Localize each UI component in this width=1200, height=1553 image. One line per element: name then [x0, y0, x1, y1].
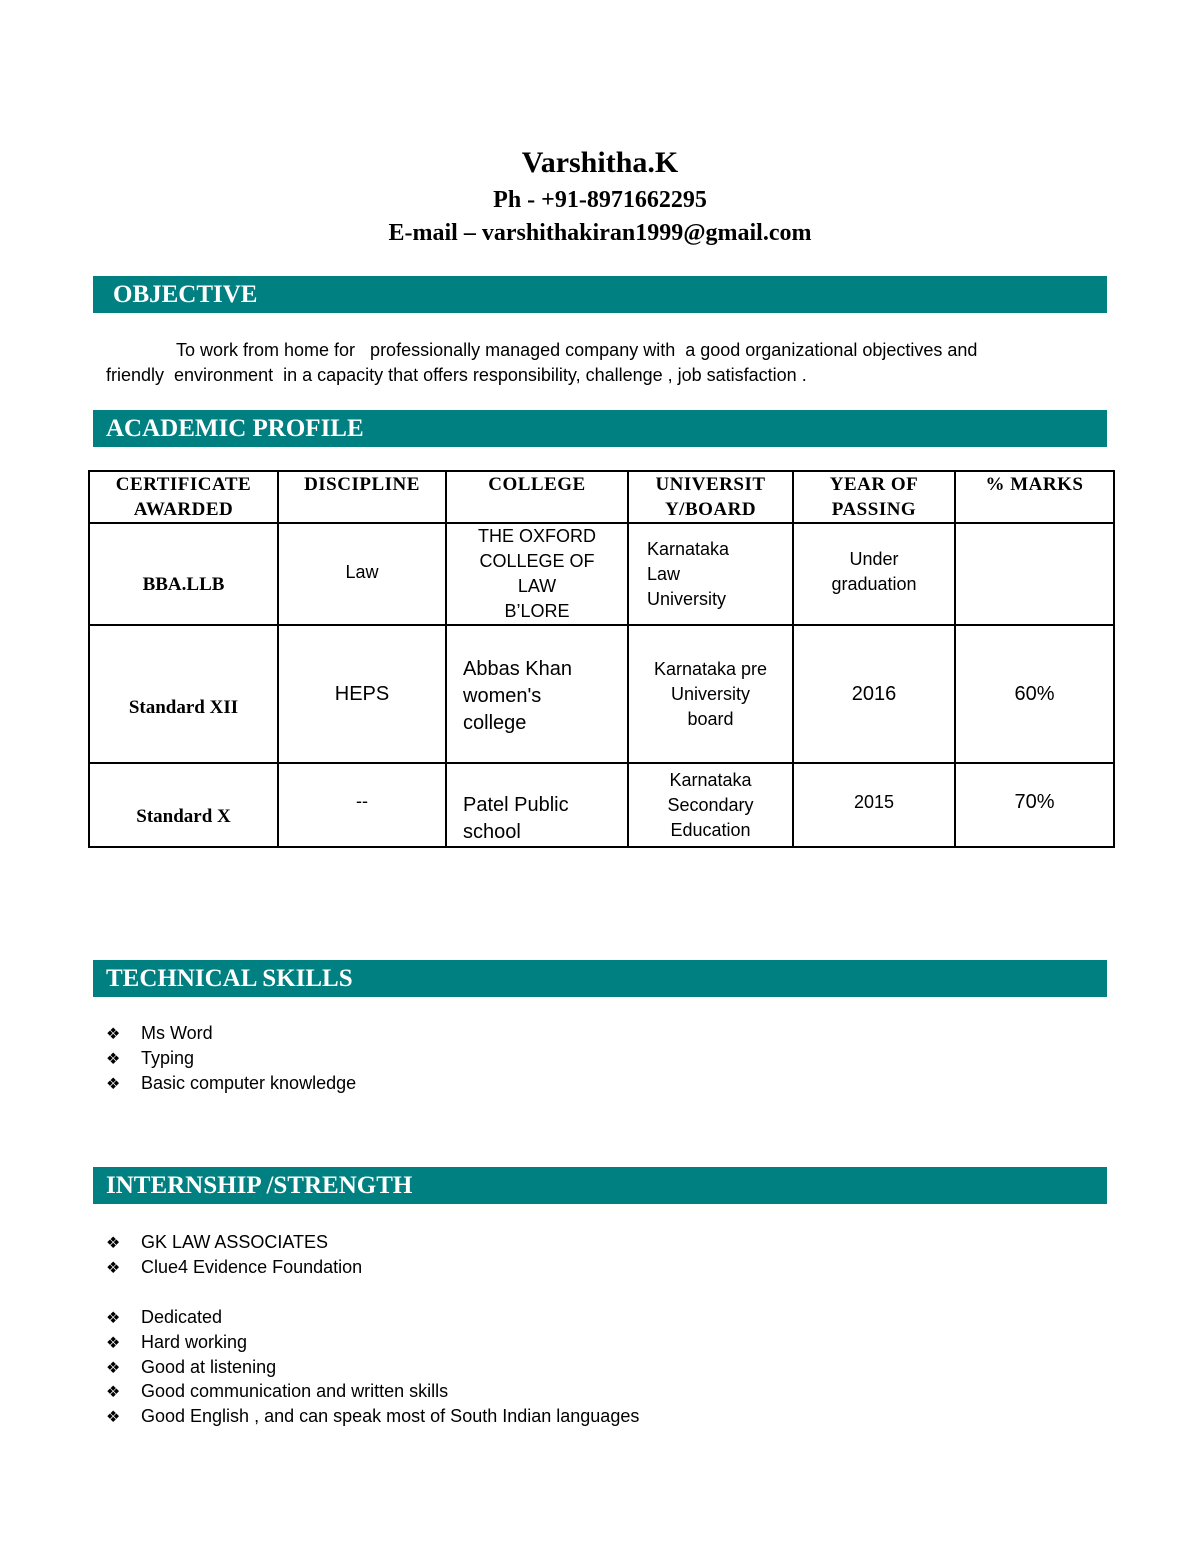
- strength-list: [106, 1305, 639, 1429]
- university-cell: Karnataka pre University board: [628, 625, 793, 763]
- year-cell: 2015: [793, 763, 955, 847]
- diamond-bullet-icon: ❖: [106, 1310, 121, 1327]
- university-cell: Karnataka Law University: [628, 523, 793, 625]
- college-cell: THE OXFORD COLLEGE OF LAW B’LORE: [446, 523, 628, 625]
- technical-skills-heading: TECHNICAL SKILLS: [93, 960, 1107, 997]
- list-item: ❖ GK LAW ASSOCIATES: [106, 1230, 362, 1255]
- list-item: ❖ Dedicated: [106, 1305, 639, 1330]
- header-year-of-passing: YEAR OF PASSING: [793, 471, 955, 523]
- header-percent-marks: % MARKS: [955, 471, 1114, 523]
- college-cell: Patel Public school: [446, 763, 628, 847]
- list-item: ❖ Good English , and can speak most of South Indian languages: [106, 1404, 639, 1429]
- year-cell: Under graduation: [793, 523, 955, 625]
- diamond-bullet-icon: ❖: [106, 1075, 121, 1093]
- diamond-bullet-icon: ❖: [106, 1334, 121, 1352]
- list-item: ❖ Good communication and written skills: [106, 1379, 639, 1404]
- marks-cell: [955, 523, 1114, 625]
- objective-text-line-1: To work from home for professionally managed company with a good organizational objectives and: [176, 340, 978, 360]
- marks-cell: 70%: [955, 763, 1114, 847]
- internship-list: [106, 1230, 362, 1280]
- header-discipline: DISCIPLINE: [278, 471, 446, 523]
- discipline-cell: Law: [278, 523, 446, 625]
- year-cell: 2016: [793, 625, 955, 763]
- academic-profile-heading: ACADEMIC PROFILE: [93, 410, 1107, 447]
- email-address: E-mail – varshithakiran1999@gmail.com: [388, 220, 812, 246]
- candidate-name: Varshitha.K: [521, 146, 679, 179]
- table-row: [89, 523, 1114, 625]
- college-cell: Abbas Khan women's college: [446, 625, 628, 763]
- header-certificate-awarded: CERTIFICATE AWARDED: [89, 471, 278, 523]
- technical-skills-list: [106, 1021, 356, 1095]
- academic-table: [88, 470, 1115, 848]
- discipline-cell: --: [278, 763, 446, 847]
- university-cell: Karnataka Secondary Education: [628, 763, 793, 847]
- list-item: ❖ Typing: [106, 1046, 356, 1071]
- table-row: [89, 625, 1114, 763]
- list-item: ❖ Hard working: [106, 1330, 639, 1355]
- table-row: [89, 763, 1114, 847]
- diamond-bullet-icon: ❖: [106, 1359, 121, 1377]
- diamond-bullet-icon: ❖: [106, 1235, 121, 1252]
- diamond-bullet-icon: ❖: [106, 1050, 121, 1068]
- internship-strength-heading: INTERNSHIP /STRENGTH: [93, 1167, 1107, 1204]
- academic-table-header-row: [89, 471, 1114, 523]
- diamond-bullet-icon: ❖: [106, 1259, 121, 1277]
- diamond-bullet-icon: ❖: [106, 1409, 121, 1427]
- phone-number: Ph - +91-8971662295: [493, 187, 707, 213]
- objective-text-line-2: friendly environment in a capacity that offers responsibility, challenge , job satisfaction .: [106, 365, 807, 385]
- list-item: ❖ Ms Word: [106, 1021, 356, 1046]
- header-college: COLLEGE: [446, 471, 628, 523]
- diamond-bullet-icon: ❖: [106, 1026, 121, 1043]
- header-university-board: UNIVERSIT Y/BOARD: [628, 471, 793, 523]
- certificate-cell: Standard XII: [89, 625, 278, 763]
- list-item: ❖ Good at listening: [106, 1355, 639, 1380]
- diamond-bullet-icon: ❖: [106, 1384, 121, 1402]
- list-item: ❖ Basic computer knowledge: [106, 1071, 356, 1096]
- discipline-cell: HEPS: [278, 625, 446, 763]
- certificate-cell: Standard X: [89, 763, 278, 847]
- list-item: ❖ Clue4 Evidence Foundation: [106, 1255, 362, 1280]
- objective-heading: OBJECTIVE: [93, 276, 1107, 313]
- marks-cell: 60%: [955, 625, 1114, 763]
- certificate-cell: BBA.LLB: [89, 523, 278, 625]
